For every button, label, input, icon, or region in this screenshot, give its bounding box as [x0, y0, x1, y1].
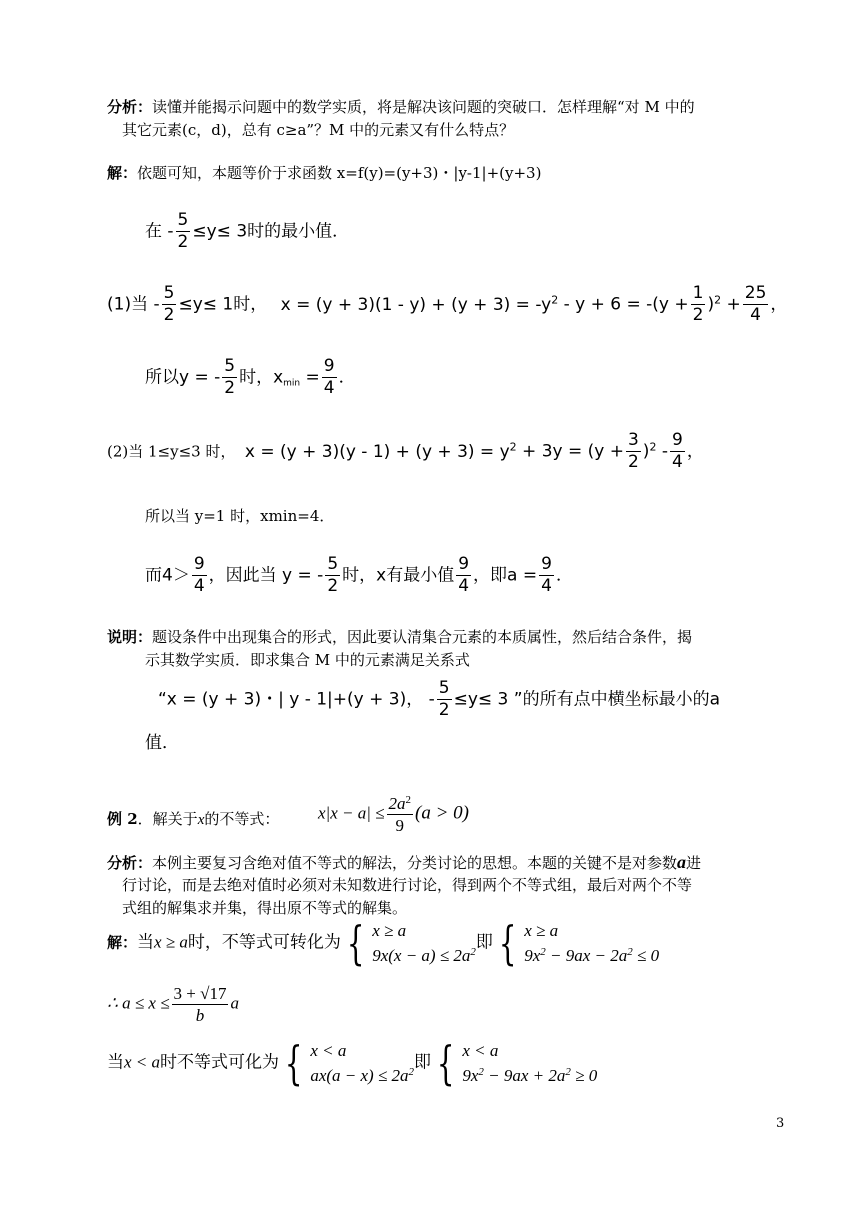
fraction: $\frac{5}{2}$ — [177, 210, 189, 252]
example-2-heading: 例 2．解关于x的不等式： — [107, 810, 280, 828]
analysis-2-line-2: 行讨论，而是去绝对值时必须对未知数进行讨论，得到两个不等式组，最后对两个不等 — [122, 876, 693, 894]
example-2-inequality: x|x − a| ≤ $\frac{2a^2}{9}$ (a > 0) — [318, 794, 469, 835]
case-x-less-than-a: 当x < a时不等式可化为 { x < a $ax(a - x) \le 2a^2$ 即 { x < a $9x^2 - 9ax + 2a^2 \ge 0$ — [107, 1036, 598, 1090]
note-line-4: 值． — [145, 733, 179, 753]
analysis-line-2: 其它元素(c，d)，总有 c≥a”？M 中的元素又有什么特点？ — [122, 121, 515, 139]
solution-2-line: 解：当x ≥ a时，不等式可转化为 { x ≥ a $9x(x - a) \le 2a^2$ 即 { x ≥ a $9x^2 - 9ax - 2a^2 \le 0$ — [107, 916, 660, 970]
system-1: { x ≥ a $9x(x - a) \le 2a^2$ — [346, 916, 476, 970]
page-number: 3 — [776, 1116, 785, 1131]
example-label: 例 2 — [107, 810, 138, 828]
analysis-line-1: 读懂并能揭示问题中的数学实质，将是解决该问题的突破口．怎样理解“对 M 中的 — [152, 98, 695, 116]
note-paragraph: 说明：题设条件中出现集合的形式，因此要认清集合元素的本质属性，然后结合条件，揭 — [107, 628, 693, 646]
solution-label: 解： — [107, 164, 138, 182]
system-3: { x < a $ax(a - x) \le 2a^2$ — [284, 1036, 415, 1090]
note-label: 说明： — [107, 628, 153, 646]
conclusion-line: 而4＞ $\frac{9}{4}$ ，因此当 y = - $\frac{5}{2}$ 时，x有最小值 $\frac{9}{4}$ ，即a = $\frac{9}{4}$ ． — [145, 554, 573, 596]
case-1-equation: (1)当 - $\frac{5}{2}$ ≤y≤ 1时， $x = (y + 3)(1 - y) + (y + 3) = -y^2 - y + 6 = -(y$ + $\frac{1}{2}$ )$^2$ + $\frac{25}{4}$ ， — [107, 283, 788, 325]
analysis-paragraph-2: 分析：本例主要复习含绝对值不等式的解法，分类讨论的思想。本题的关键不是对参数a进 — [107, 852, 702, 872]
case-2-equation: (2)当 1≤y≤3 时， $x = (y + 3)(y - 1) + (y + 3) = y^2 + 3y = (y$ + $\frac{3}{2}$ )$^2$ - $\frac{9}{4}$ ， — [107, 430, 704, 472]
system-4: { x < a $9x^2 - 9ax + 2a^2 \ge 0$ — [436, 1036, 598, 1090]
case-1-result: 所以y = - $\frac{5}{2}$ 时，$x_{min}$ = $\frac{9}{4}$ ． — [145, 356, 356, 398]
solution-text: 依题可知，本题等价于求函数 x=f(y)=(y+3)・|y-1|+(y+3) — [137, 164, 542, 182]
analysis-2-line-3: 式组的解集求并集，得出原不等式的解集。 — [122, 899, 408, 917]
case-2-result: 所以当 y=1 时，xmin=4． — [145, 507, 335, 525]
note-line-3: “x = (y + 3)・| y - 1|+(y + 3)， - $\frac{5}{2}$ ≤y≤ 3 ”的所有点中横坐标最小的a — [158, 678, 720, 720]
therefore-line: ∴ a ≤ x ≤ $\frac{3 + √17}{b}$ a — [107, 984, 239, 1025]
note-line-2: 示其数学实质．即求集合 M 中的元素满足关系式 — [145, 651, 470, 669]
analysis-label: 分析： — [107, 98, 153, 116]
range-statement: 在 - $\frac{5}{2}$ ≤y≤ 3时的最小值． — [145, 210, 350, 252]
solution-paragraph-1 — [107, 162, 541, 184]
analysis-paragraph-1 — [107, 96, 695, 118]
system-2: { x ≥ a $9x^2 - 9ax - 2a^2 \le 0$ — [498, 916, 660, 970]
